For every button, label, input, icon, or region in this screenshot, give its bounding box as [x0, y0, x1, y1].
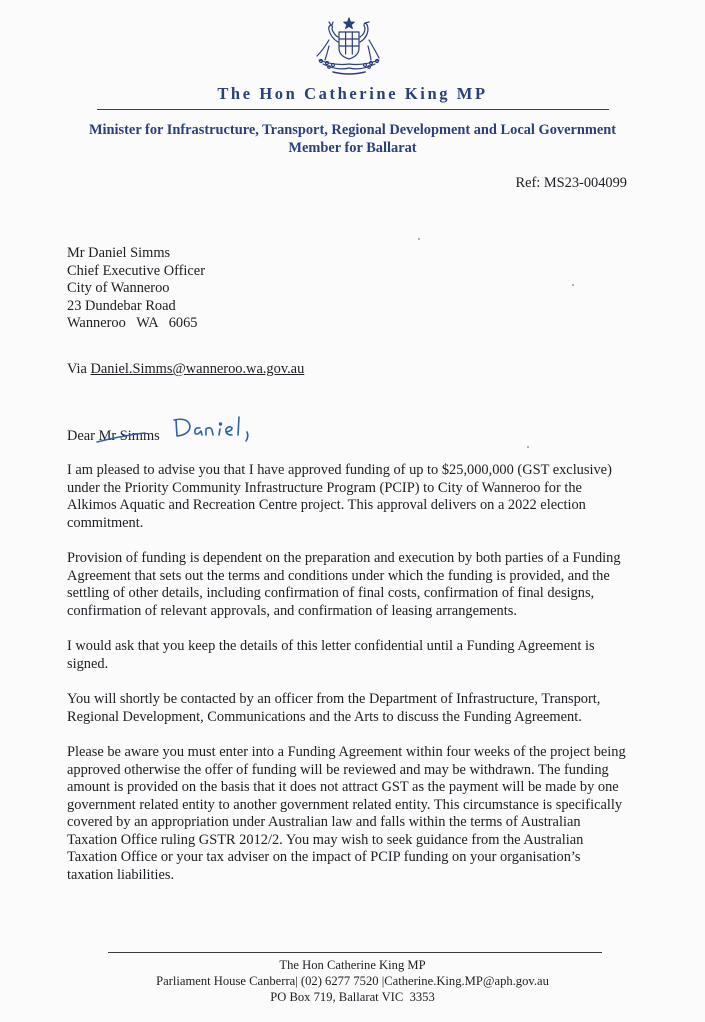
salutation-dear: Dear	[67, 428, 99, 444]
letter-footer	[0, 958, 705, 1005]
body-paragraph: Provision of funding is dependent on the preparation and execution by both parties of a Funding Agreement that sets out the terms and conditions under which the funding is provided, and the settling of other details, including confirmation of final costs, confirmation of final designs, confirmation of relevant approvals, and confirmation of leasing arrangements.	[67, 550, 621, 619]
body-paragraph: You will shortly be contacted by an officer from the Department of Infrastructure, Transport, Regional Development, Communications and the Arts to discuss the Funding Agreement.	[67, 691, 601, 725]
via-prefix: Via	[67, 361, 91, 377]
letterhead-divider	[97, 109, 609, 110]
address-line: Mr Daniel Simms	[67, 245, 171, 261]
letterhead-role: Minister for Infrastructure, Transport, Regional Development and Local Government	[88, 122, 617, 138]
coat-of-arms-icon	[305, 16, 393, 78]
scan-speck	[418, 238, 420, 240]
body-paragraph: Please be aware you must enter into a Funding Agreement within four weeks of the project being approved otherwise the offer of funding will be reviewed and may be withdrawn. The funding amount is provided on the basis that it does not attract GST as the payment will be made by one government related entity to another government related entity. This circumstance is specifically covered by an appropriation under Australian law and falls within the terms of Australian Taxation Office ruling GSTR 2012/2. You may wish to seek guidance from the Australian Taxation Office or your tax adviser on the impact of PCIP funding on your organisation’s taxation liabilities.	[67, 744, 626, 883]
strike-through-mark	[95, 428, 147, 448]
body-paragraph: I am pleased to advise you that I have approved funding of up to $25,000,000 (GST exclusive) under the Priority Community Infrastructure Program (PCIP) to City of Wanneroo for the Alkimos Aquatic and Recreation Centre project. This approval delivers on a 2022 election commitment.	[67, 462, 612, 531]
reference-number: Ref: MS23-004099	[515, 175, 627, 191]
recipient-address	[67, 245, 205, 333]
address-line: Wanneroo WA 6065	[67, 315, 198, 332]
address-line: Chief Executive Officer	[67, 262, 205, 279]
struck-name	[99, 428, 160, 446]
footer-line: The Hon Catherine King MP	[279, 958, 426, 972]
footer-line: Parliament House Canberra| (02) 6277 7520 |Catherine.King.MP@aph.gov.au	[156, 973, 549, 988]
letterhead-role: Member for Ballarat	[288, 140, 417, 156]
letterhead-roles	[0, 121, 705, 157]
footer-divider	[108, 952, 602, 953]
address-line: City of Wanneroo	[67, 280, 170, 297]
body-paragraph: I would ask that you keep the details of this letter confidential until a Funding Agreement is signed.	[67, 638, 595, 672]
recipient-email-link[interactable]: Daniel.Simms@wanneroo.wa.gov.au	[90, 361, 305, 377]
via-line	[67, 361, 304, 379]
scan-speck	[527, 446, 529, 448]
salutation	[67, 428, 160, 446]
footer-line: PO Box 719, Ballarat VIC 3353	[270, 989, 435, 1004]
scan-speck	[572, 284, 574, 286]
struck-name-text: Mr Simms	[98, 428, 160, 444]
letterhead-name: The Hon Catherine King MP	[217, 84, 488, 103]
address-line: 23 Dundebar Road	[67, 297, 176, 314]
letter-body	[67, 462, 627, 902]
handwritten-greeting	[172, 414, 264, 446]
